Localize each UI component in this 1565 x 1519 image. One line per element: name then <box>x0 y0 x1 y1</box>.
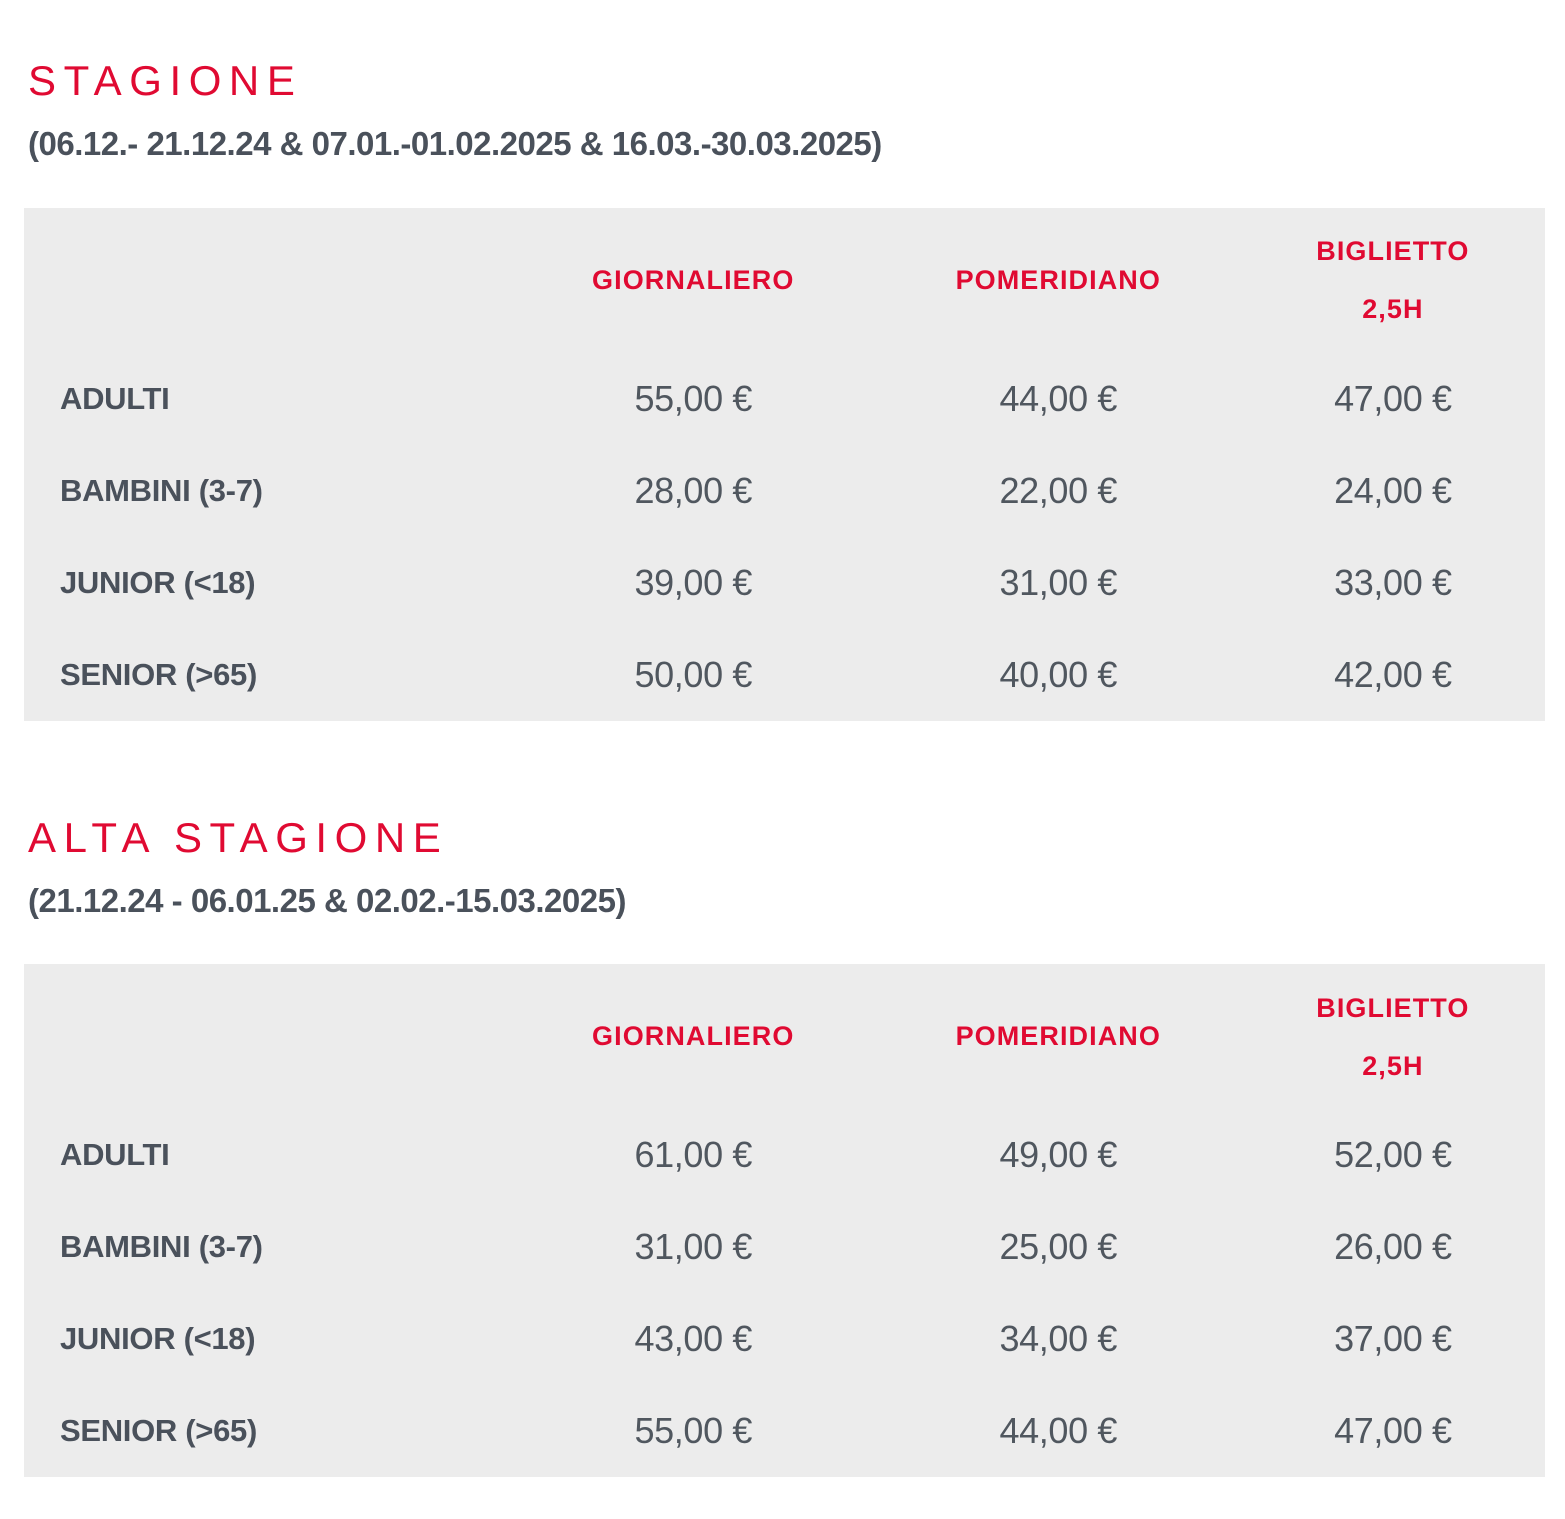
price-cell: 37,00 € <box>1334 1318 1452 1360</box>
price-cell: 50,00 € <box>634 653 753 695</box>
price-cell: 42,00 € <box>1334 653 1452 695</box>
price-cell: 40,00 € <box>999 653 1118 695</box>
row-label: JUNIOR (<18) <box>60 564 256 600</box>
table-row-senior <box>24 1385 1545 1477</box>
row-label: SENIOR (>65) <box>60 1413 257 1449</box>
price-cell: 52,00 € <box>1334 1134 1452 1176</box>
table-row-bambini <box>24 445 1545 537</box>
row-label: JUNIOR (<18) <box>60 1321 256 1357</box>
price-cell: 43,00 € <box>634 1318 753 1360</box>
table-row-adulti <box>24 1109 1545 1201</box>
price-cell: 55,00 € <box>634 1410 753 1452</box>
price-cell: 22,00 € <box>999 469 1118 511</box>
column-header-giornaliero: GIORNALIERO <box>592 264 795 295</box>
section-stagione <box>24 57 1545 721</box>
table-header-row <box>24 964 1545 1109</box>
price-cell: 55,00 € <box>634 377 753 419</box>
column-header-pomeridiano: POMERIDIANO <box>955 1021 1161 1052</box>
price-cell: 44,00 € <box>999 377 1118 419</box>
season-title: STAGIONE <box>28 57 303 104</box>
price-cell: 25,00 € <box>999 1226 1118 1268</box>
column-header-biglietto <box>1241 222 1545 338</box>
table-row-senior <box>24 629 1545 721</box>
price-table-alta-stagione <box>24 964 1545 1477</box>
price-cell: 34,00 € <box>999 1318 1118 1360</box>
price-cell: 44,00 € <box>999 1410 1118 1452</box>
row-label: ADULTI <box>60 380 170 416</box>
price-cell: 39,00 € <box>634 561 753 603</box>
season-dates: (06.12.- 21.12.24 & 07.01.-01.02.2025 & 16.03.-30.03.2025) <box>28 125 882 162</box>
table-row-junior <box>24 537 1545 629</box>
table-header-row <box>24 208 1545 353</box>
price-cell: 33,00 € <box>1334 561 1452 603</box>
price-cell: 31,00 € <box>999 561 1118 603</box>
price-cell: 28,00 € <box>634 469 753 511</box>
column-header-pomeridiano: POMERIDIANO <box>955 264 1161 295</box>
column-header-biglietto <box>1241 979 1545 1095</box>
price-table-stagione <box>24 208 1545 721</box>
season-title: ALTA STAGIONE <box>28 813 449 861</box>
price-cell: 47,00 € <box>1334 377 1452 419</box>
price-cell: 24,00 € <box>1334 469 1452 511</box>
price-cell: 49,00 € <box>999 1134 1118 1176</box>
column-header-biglietto-line1: BIGLIETTO <box>1316 236 1470 267</box>
column-header-biglietto-line2: 2,5H <box>1362 294 1424 325</box>
season-dates: (21.12.24 - 06.01.25 & 02.02.-15.03.2025) <box>28 881 626 919</box>
table-row-bambini <box>24 1201 1545 1293</box>
section-alta-stagione <box>24 813 1545 1478</box>
row-label: SENIOR (>65) <box>60 656 257 692</box>
row-label: ADULTI <box>60 1137 170 1173</box>
row-label: BAMBINI (3-7) <box>60 472 263 508</box>
price-cell: 26,00 € <box>1334 1226 1452 1268</box>
table-row-adulti <box>24 353 1545 445</box>
price-cell: 47,00 € <box>1334 1410 1452 1452</box>
column-header-giornaliero: GIORNALIERO <box>592 1021 795 1052</box>
price-cell: 31,00 € <box>634 1226 753 1268</box>
column-header-biglietto-line1: BIGLIETTO <box>1316 992 1470 1023</box>
table-row-junior <box>24 1293 1545 1385</box>
row-label: BAMBINI (3-7) <box>60 1229 263 1265</box>
price-cell: 61,00 € <box>634 1134 753 1176</box>
column-header-biglietto-line2: 2,5H <box>1362 1050 1424 1081</box>
